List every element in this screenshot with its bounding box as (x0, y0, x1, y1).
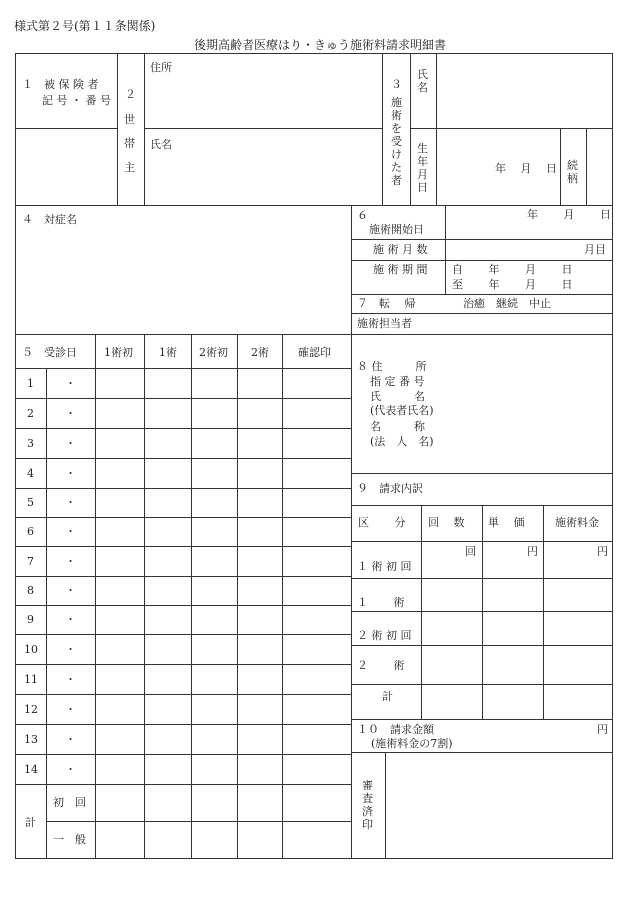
period-from: 自 年 月 日 (452, 263, 573, 276)
visit-row-no: 8 (27, 584, 34, 597)
billing-unit-fee-yen: 円 (597, 545, 608, 558)
practitioner-representative: (代表者氏名) (370, 404, 434, 417)
visit-row-no: 1 (27, 377, 34, 390)
visit-row-no: 10 (24, 643, 38, 656)
visit-row-dot: ・ (65, 437, 76, 450)
months-label: 施 術 月 数 (373, 243, 428, 256)
visit-row-no: 9 (27, 613, 34, 626)
visit-row-dot: ・ (65, 496, 76, 509)
householder-number: ２ (125, 88, 136, 101)
visit-total-general: 一 般 (53, 833, 86, 846)
visit-row-no: 7 (27, 555, 34, 568)
review-stamp-label: 審査済印 (362, 779, 373, 831)
start-number: ６ (357, 209, 368, 222)
outcome-label: ７ 転 帰 (357, 297, 416, 310)
visit-row-no: 6 (27, 525, 34, 538)
visit-total-label: 計 (25, 816, 36, 829)
visit-row-dot: ・ (65, 703, 76, 716)
visit-row-no: 4 (27, 467, 34, 480)
col-header-confirm: 確認印 (298, 346, 331, 359)
outcome-options: 治癒 継続 中止 (463, 297, 551, 310)
col-header-1-first: 1術初 (104, 346, 133, 359)
billing-row-1-first: １ 術 初 回 (357, 560, 412, 573)
start-date-ymd: 年 月 日 (527, 208, 611, 221)
insured-number-label: １ 被 保 険 者 (22, 78, 99, 91)
visit-row-dot: ・ (65, 555, 76, 568)
visit-row-dot: ・ (65, 733, 76, 746)
billing-unit-count: 回 (465, 545, 476, 558)
start-date-label: 施術開始日 (369, 223, 424, 236)
col-header-1: 1術 (159, 346, 177, 359)
visit-row-dot: ・ (65, 584, 76, 597)
billing-col-count: 回 数 (428, 516, 465, 529)
visit-row-no: 5 (27, 496, 34, 509)
col-header-2: 2術 (251, 346, 269, 359)
billing-row-1: １ 術 (357, 596, 405, 609)
visit-row-no: 3 (27, 437, 34, 450)
householder-label: 世帯主 (124, 113, 135, 174)
visit-day-header: ５ 受診日 (22, 346, 77, 359)
relation-label: 続柄 (567, 159, 578, 185)
visit-row-dot: ・ (65, 643, 76, 656)
billing-row-2-first: ２ 術 初 回 (357, 629, 412, 642)
householder-address-label: 住所 (150, 61, 172, 74)
householder-name-label: 氏名 (150, 138, 172, 151)
practitioner-label: 施術担当者 (357, 317, 412, 330)
visit-row-dot: ・ (65, 763, 76, 776)
visit-row-no: 12 (24, 703, 38, 716)
billing-row-2: ２ 術 (357, 659, 405, 672)
practitioner-org-name: 名 称 (370, 420, 425, 433)
insured-number-label-2: 記 号 ・ 番 号 (42, 94, 111, 107)
recipient-name-label: 氏名 (417, 68, 428, 94)
visit-row-dot: ・ (65, 407, 76, 420)
form-number: 様式第２号(第１１条関係) (14, 19, 156, 33)
practitioner-corporation: (法 人 名) (370, 435, 434, 448)
visit-row-dot: ・ (65, 377, 76, 390)
billing-section-label: ９ 請求内訳 (357, 482, 423, 495)
visit-row-no: 11 (24, 673, 38, 686)
billing-row-total: 計 (382, 690, 393, 703)
visit-row-dot: ・ (65, 673, 76, 686)
disease-label: ４ 対症名 (22, 213, 77, 226)
months-unit: 月目 (584, 243, 606, 256)
billing-col-unit-price: 単 価 (488, 516, 525, 529)
billing-amount-label: １０ 請求金額 (357, 723, 434, 736)
form-title: 後期高齢者医療はり・きゅう施術料請求明細書 (194, 38, 447, 52)
birthdate-label: 生年月日 (417, 142, 428, 194)
billing-col-fee: 施術料金 (555, 516, 599, 529)
period-to: 至 年 月 日 (452, 278, 573, 291)
recipient-label: 施術を受けた者 (391, 96, 402, 187)
visit-row-dot: ・ (65, 467, 76, 480)
visit-row-dot: ・ (65, 613, 76, 626)
visit-row-no: 13 (24, 733, 38, 746)
visit-row-no: 14 (24, 763, 38, 776)
billing-amount-note: (施術料金の7割) (371, 737, 453, 750)
period-label: 施 術 期 間 (373, 263, 428, 276)
recipient-number: ３ (391, 78, 402, 91)
visit-total-first: 初 回 (53, 796, 86, 809)
practitioner-address: ８ 住 所 (357, 360, 427, 373)
billing-amount-unit: 円 (597, 723, 608, 736)
visit-row-no: 2 (27, 407, 34, 420)
practitioner-name: 氏 名 (370, 390, 425, 403)
billing-col-category: 区 分 (358, 516, 406, 529)
practitioner-license: 指 定 番 号 (370, 375, 425, 388)
visit-row-dot: ・ (65, 525, 76, 538)
col-header-2-first: 2術初 (199, 346, 228, 359)
birthdate-ymd: 年 月 日 (495, 162, 557, 175)
billing-unit-price-yen: 円 (527, 545, 538, 558)
